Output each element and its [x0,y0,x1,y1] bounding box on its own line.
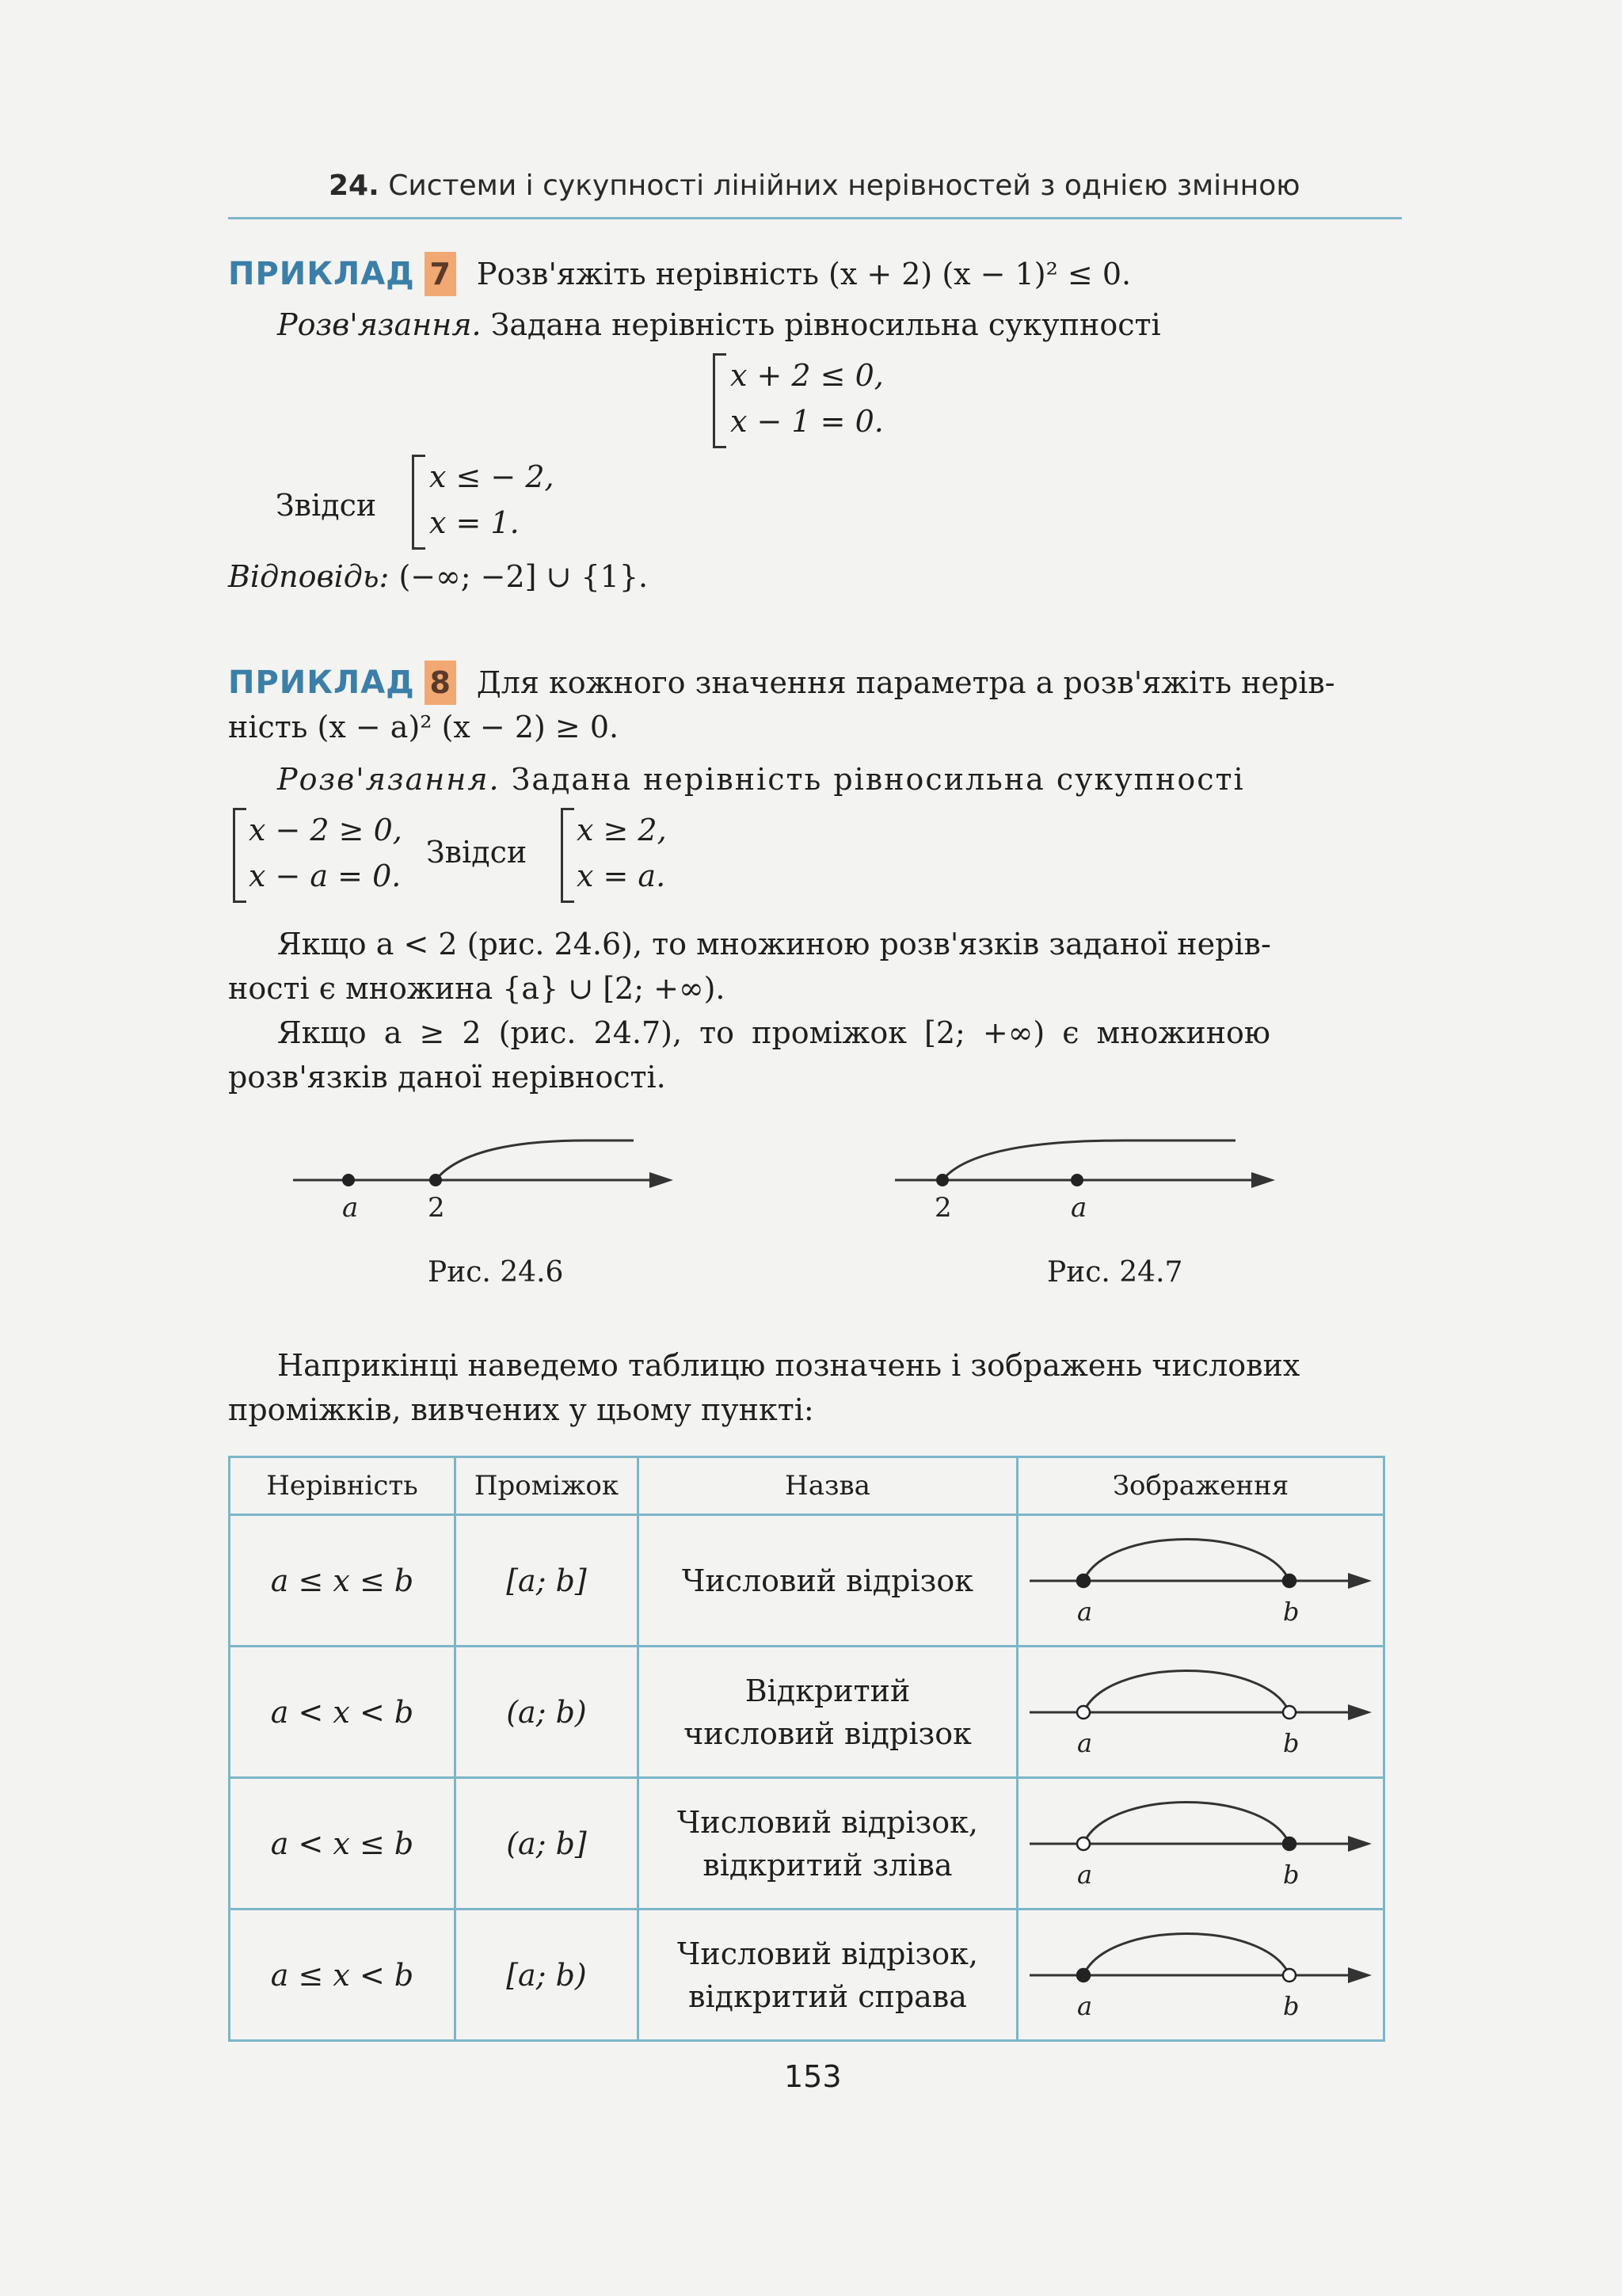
system-line: x ≥ 2, [577,813,667,847]
open-point [1283,1969,1296,1982]
interval-name-line: Відкритий [744,1673,911,1708]
column-header: Проміжок [455,1457,638,1515]
page-number: 153 [784,2059,842,2094]
example-number: 8 [425,661,456,705]
interval-image-cell [1018,1910,1384,2041]
inequality-cell: a ≤ x ≤ b [230,1515,455,1647]
table-row [230,1515,1384,1647]
endpoint-label: a [1077,1991,1093,2021]
solution-text: Задана нерівність рівносильна сукупності [500,762,1245,797]
intervals-table [228,1456,1385,2042]
endpoint-label: b [1283,1991,1300,2021]
system-line: x ≤ − 2, [429,459,554,494]
example-number: 7 [425,252,456,296]
set-bracket [561,808,574,903]
summary-text-line2: проміжків, вивчених у цьому пункті: [228,1392,814,1427]
arrow-head-icon [1348,1836,1372,1852]
example-7-heading [228,252,1131,296]
interval-cell: (a; b] [455,1778,638,1910]
point-label: 2 [935,1192,952,1224]
endpoint-label: a [1077,1728,1093,1758]
solution-arc [942,1140,1236,1180]
system-line: x = 1. [429,505,520,540]
whence-label: Звідси [426,835,527,870]
section-number: 24. [329,169,379,202]
filled-point [936,1174,949,1186]
filled-point [1077,1969,1090,1982]
system-line: x = a. [577,859,666,893]
header-rule [228,217,1402,219]
endpoint-label: b [1283,1597,1300,1627]
inequality-cell: a < x < b [230,1647,455,1778]
arrow-head-icon [1251,1172,1275,1188]
filled-point [1077,1574,1090,1587]
interval-image-cell [1018,1515,1384,1647]
section-header [329,169,1300,202]
filled-point [1071,1174,1083,1186]
inequality-cell: a ≤ x < b [230,1910,455,2041]
set-bracket [233,808,246,903]
table-row [230,1910,1384,2041]
interval-name-cell [638,1778,1018,1910]
point-label: a [342,1192,359,1224]
interval-name-cell [638,1910,1018,2041]
filled-point [342,1174,355,1186]
example-label: ПРИКЛАД [228,664,415,701]
interval-number-line [1020,1780,1381,1899]
endpoint-label: a [1077,1597,1093,1627]
interval-cell: (a; b) [455,1647,638,1778]
interval-arc [1083,1934,1289,1976]
arrow-head-icon [1348,1704,1372,1720]
interval-image-cell [1018,1647,1384,1778]
arrow-head-icon [649,1172,673,1188]
interval-name-line: Числовий відрізок, [677,1804,978,1840]
inequality-cell: a < x ≤ b [230,1778,455,1910]
interval-number-line [1020,1649,1381,1768]
system-line: x − a = 0. [249,859,402,893]
interval-arc [1083,1540,1289,1582]
open-point [1077,1706,1090,1719]
section-title: Системи і сукупності лінійних нерівностей з однією змінною [379,169,1300,202]
filled-point [1283,1574,1296,1587]
interval-cell: [a; b) [455,1910,638,2041]
solution-word: Розв'язання. [277,762,501,797]
example-8-solution [277,757,1245,802]
interval-name-line: Числовий відрізок, [677,1936,978,1971]
arrow-head-icon [1348,1573,1372,1589]
set-bracket [412,455,425,550]
interval-name-line: відкритий справа [688,1978,967,2014]
figure-caption: Рис. 24.6 [428,1256,564,1289]
interval-arc [1083,1803,1289,1845]
paragraph-case-1-line2: ності є множина {a} ∪ [2; +∞). [228,971,725,1006]
column-header: Зображення [1018,1457,1384,1515]
whence-label: Звідси [276,488,377,523]
example-7-answer [228,554,648,599]
paragraph-case-2-line2: розв'язків даної нерівності. [228,1060,666,1095]
interval-cell: [a; b] [455,1515,638,1647]
figure-24-7 [887,1133,1299,1228]
example-7-solution [277,303,1161,347]
endpoint-label: b [1283,1860,1300,1890]
endpoint-label: b [1283,1728,1300,1758]
solution-word: Розв'язання. [277,307,482,342]
textbook-page [214,158,1449,2138]
table-row [230,1647,1384,1778]
interval-arc [1083,1671,1289,1713]
interval-name-line: числовий відрізок [683,1715,972,1751]
column-header: Назва [638,1457,1018,1515]
interval-name-cell [638,1647,1018,1778]
open-point [1077,1837,1090,1850]
example-8-task: Для кожного значення параметра a розв'яжіть нерів- [476,665,1335,700]
figure-24-6 [285,1133,697,1228]
paragraph-case-1: Якщо a < 2 (рис. 24.6), то множиною розв'язків заданої нерів- [277,927,1271,961]
open-point [1283,1706,1296,1719]
point-label: 2 [428,1192,445,1224]
interval-name-line: Числовий відрізок [682,1563,973,1598]
answer-value: (−∞; −2] ∪ {1}. [389,559,649,594]
column-header: Нерівність [230,1457,455,1515]
system-line: x − 2 ≥ 0, [249,813,402,847]
set-bracket [713,353,726,448]
endpoint-label: a [1077,1860,1093,1890]
table-header-row [230,1457,1384,1515]
point-label: a [1071,1192,1087,1224]
system-line: x − 1 = 0. [730,404,884,439]
answer-word: Відповідь: [228,559,390,594]
filled-point [429,1174,442,1186]
filled-point [1283,1837,1296,1850]
summary-text: Наприкінці наведемо таблицю позначень і зображень числових [277,1348,1300,1383]
solution-arc [436,1140,634,1180]
interval-number-line [1020,1517,1381,1636]
interval-number-line [1020,1912,1381,2031]
system-line: x + 2 ≤ 0, [730,358,884,393]
interval-image-cell [1018,1778,1384,1910]
figure-caption: Рис. 24.7 [1047,1256,1183,1289]
interval-name-line: відкритий зліва [702,1847,953,1883]
example-label: ПРИКЛАД [228,256,415,292]
interval-name-cell [638,1515,1018,1647]
paragraph-case-2: Якщо a ≥ 2 (рис. 24.7), то проміжок [2; +∞) є множиною [277,1015,1271,1050]
example-7-task: Розв'яжіть нерівність (x + 2) (x − 1)² ≤ 0. [476,257,1132,291]
example-8-task-line2: ність (x − a)² (x − 2) ≥ 0. [228,710,619,744]
table-row [230,1778,1384,1910]
solution-text: Задана нерівність рівносильна сукупності [481,307,1161,342]
arrow-head-icon [1348,1967,1372,1983]
example-8-heading [228,661,1335,705]
